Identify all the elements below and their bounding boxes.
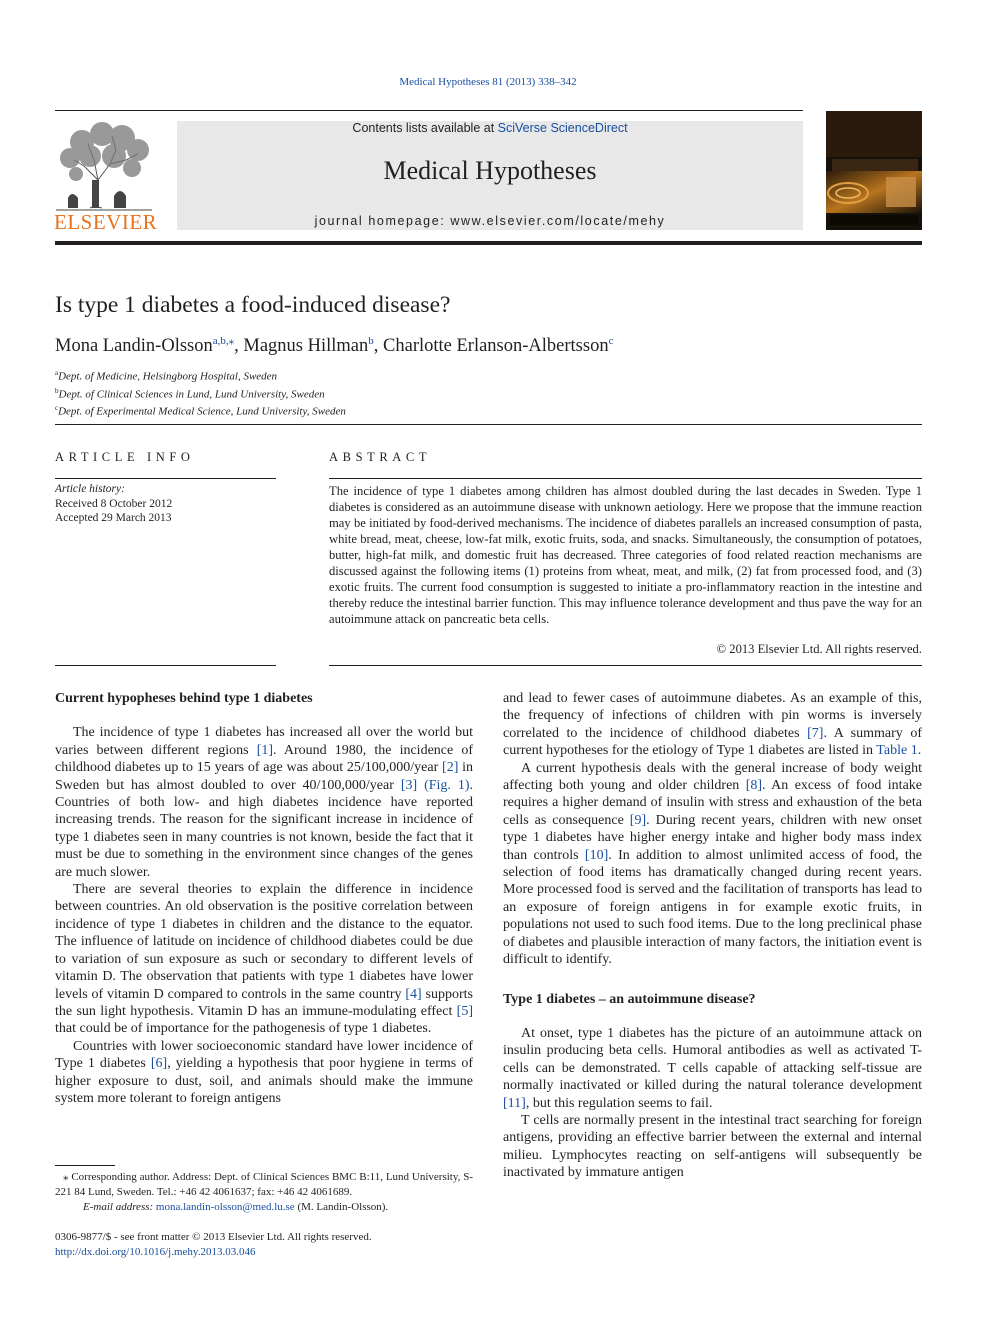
author-name[interactable]: Magnus Hillman — [243, 336, 369, 357]
reference-link[interactable]: [6] — [150, 1056, 168, 1072]
reference-link[interactable]: [1] — [256, 742, 274, 758]
body-paragraph — [55, 881, 473, 1038]
abstract-heading: ABSTRACT — [329, 450, 432, 464]
email-link[interactable]: mona.landin-olsson@med.lu.se — [155, 1201, 295, 1213]
journal-name: Medical Hypotheses — [383, 156, 597, 185]
header-thick-rule — [55, 241, 922, 245]
body-paragraph — [55, 1038, 473, 1108]
body-text: Countries with lower socioeconomic standard have lower incidence of Type 1 diabetes — [55, 1038, 473, 1072]
author-list — [55, 334, 613, 357]
body-text: in Sweden but has almost doubled to over 40/100,000/year — [55, 760, 474, 793]
cover-image — [826, 111, 922, 230]
body-text: There are several theories to explain the difference in incidence between countries. An old observation is the positive correlation between incidence of type 1 diabetes in children and the distance to the equator. The influence of latitude on incidence of childhood diabetes could be due to variation of sun exposure as such or secondary to different levels of vitamin D. The observation that patients with type 1 diabetes have lower levels of vitamin D compared to controls in the same country — [55, 882, 473, 1002]
abstract-rule — [329, 478, 922, 479]
reference-link[interactable]: [2] — [442, 760, 459, 776]
author-separator: , — [373, 336, 384, 357]
body-text: The incidence of type 1 diabetes has increased all over the world but varies between different regions — [55, 725, 473, 758]
reference-link[interactable]: [8] — [745, 778, 763, 794]
corresponding-author-footnote — [55, 1170, 473, 1215]
footnote-marker: ⁎ — [63, 1171, 69, 1183]
journal-homepage — [177, 214, 803, 228]
reference-link[interactable]: [4] — [405, 986, 422, 1002]
affiliation-text: Dept. of Medicine, Helsingborg Hospital, Sweden — [58, 370, 278, 383]
affiliation-item — [55, 384, 346, 402]
affiliation-item — [55, 366, 346, 384]
reference-link[interactable]: [11] — [503, 1095, 526, 1111]
article-title: Is type 1 diabetes a food-induced disease? — [55, 292, 451, 318]
author-affiliation-marker[interactable]: c — [608, 335, 614, 347]
received-date: Received 8 October 2012 — [55, 497, 173, 510]
article-info-bottom-rule — [55, 665, 276, 666]
section-rule — [55, 424, 922, 425]
header-rule — [55, 110, 803, 111]
body-text: . Around 1980, the incidence of childhood diabetes up to 15 years of age was about 25/100,000/year — [55, 742, 473, 776]
front-matter-meta — [55, 1230, 372, 1259]
reference-link[interactable]: (Fig. 1) — [424, 777, 470, 793]
affiliation-marker: c — [55, 404, 59, 413]
body-text: . An excess of food intake requires a higher demand of insulin with stress and exhaustion of the beta cells as consequence — [503, 778, 922, 828]
footnote-text: Corresponding author. Address: Dept. of Clinical Sciences BMC B:11, Lund University, S-221 84 Lund, Sweden. Tel.: +46 42 4061637; fax: +46 42 4061689. — [55, 1171, 473, 1198]
article-info-heading: ARTICLE INFO — [55, 450, 195, 464]
body-text: , but this regulation seems to fail. — [525, 1095, 713, 1111]
body-paragraph — [55, 724, 473, 881]
journal-citation[interactable]: Medical Hypotheses 81 (2013) 338–342 — [399, 76, 577, 88]
section-heading: Current hypopheses behind type 1 diabetes — [55, 691, 313, 706]
accepted-date: Accepted 29 March 2013 — [55, 512, 172, 524]
reference-link[interactable]: Table 1 — [876, 743, 918, 759]
affiliations — [55, 366, 346, 419]
contents-line — [177, 121, 803, 135]
abstract-copyright: © 2013 Elsevier Ltd. All rights reserved. — [716, 642, 922, 656]
abstract-bottom-rule — [329, 665, 922, 666]
affiliation-marker: a — [55, 369, 59, 377]
author-name[interactable]: Charlotte Erlanson-Albertsson — [383, 336, 609, 357]
body-text: . During recent years, children with new onset type 1 diabetes have higher energy intake and higher body mass index than controls — [503, 812, 922, 863]
body-text: and lead to fewer cases of autoimmune diabetes. As an example of this, the frequency of infections of children with pin worms is inversely correlated to the incidence of childhood diabetes — [503, 691, 922, 741]
section-heading: Type 1 diabetes – an autoimmune disease? — [503, 991, 756, 1007]
history-label: Article history: — [55, 483, 125, 495]
body-text: A current hypothesis deals with the general increase of body weight affecting both young and older children — [503, 760, 922, 794]
body-text: . A summary of current hypotheses for the etiology of Type 1 diabetes are listed in — [503, 725, 922, 759]
reference-link[interactable]: [5] — [456, 1003, 473, 1019]
author-name[interactable]: Mona Landin-Olsson — [55, 336, 213, 357]
sciencedirect-link[interactable]: SciVerse ScienceDirect — [497, 121, 628, 135]
body-paragraph — [503, 760, 922, 969]
body-text: . Countries of both low- and high diabetes incidence have reported increasing trends. The reason for the significant increase in incidence of type 1 diabetes seen in many countries is not known, beside the fact that it must be due to something in the environment since changes of the genes are much slower. — [55, 777, 473, 880]
journal-cover-thumbnail[interactable] — [826, 111, 922, 230]
body-paragraph — [503, 1112, 922, 1182]
reference-link[interactable]: [7] — [807, 725, 824, 741]
body-text: T cells are normally present in the intestinal tract searching for foreign antigens, providing an effective barrier between the external and internal milieu. Lymphocytes reacting on self-antigens will subsequently be inactivated by immature antigen — [503, 1112, 922, 1181]
issn-line: 0306-9877/$ - see front matter © 2013 Elsevier Ltd. All rights reserved. — [55, 1231, 372, 1243]
doi-link[interactable]: http://dx.doi.org/10.1016/j.mehy.2013.03.046 — [55, 1245, 256, 1258]
affiliation-text: Dept. of Experimental Medical Science, Lund University, Sweden — [58, 405, 346, 418]
body-text: . — [917, 743, 922, 759]
reference-link[interactable]: [3] — [400, 777, 418, 793]
article-info-rule — [55, 478, 276, 479]
email-suffix: (M. Landin-Olsson). — [294, 1201, 389, 1213]
author-separator: , — [234, 336, 244, 357]
body-column-right — [503, 690, 922, 1182]
reference-link[interactable]: [10] — [584, 847, 609, 863]
contents-prefix: Contents lists available at — [352, 121, 498, 135]
body-paragraph — [503, 690, 922, 760]
body-text: that could be of importance for the pathogenesis of type 1 diabetes. — [55, 1021, 432, 1037]
elsevier-wordmark: ELSEVIER — [54, 210, 158, 234]
body-text: supports the sun light hypothesis. Vitamin D has an immune-modulating effect — [55, 986, 473, 1019]
body-paragraph — [503, 1025, 922, 1112]
affiliation-marker: b — [55, 386, 59, 395]
abstract-text: The incidence of type 1 diabetes among children has almost doubled during the last decades in Sweden. Type 1 diabetes is considered as an autoimmune disease with unknown aetiology. Here we propose that the immune reaction may be initiated by food-derived mechanisms. The incidence of diabetes parallels an increased consumption of pasta, white bread, meat, cheese, low-fat milk, exotic fruits, soda, and snacks. Simultaneously, the consumption of potatoes, butter, high-fat milk, and domestic fruit has decreased. Three categories of food related reaction mechanisms are discussed against the following items (1) proteins from wheat, meat, and milk, (2) fat from processed food, and (3) exotic fruits. The current food consumption is suggested to initiate a pro-inflammatory reaction in the intestine and thereby reduce the intestinal barrier function. This may influence tolerance development and thus pave the way for an autoimmune attack on pancreatic beta cells. — [329, 484, 922, 626]
email-label: E-mail address: — [83, 1201, 154, 1213]
author-affiliation-marker[interactable]: b — [368, 335, 374, 347]
elsevier-logo[interactable] — [54, 120, 156, 232]
homepage-prefix: journal homepage: — [314, 214, 451, 228]
body-text: . In addition to almost unlimited access of food, the selection of food items has dramatically changed during recent years. More processed food is served and the facilitation of transports has lead to an exposure of foreign antigens in for example exotic fruits, in populations not used to such food items. Due to the long preclinical phase of diabetes and plausible interaction of many factors, the initiation event is difficult to identify. — [503, 847, 922, 968]
reference-link[interactable]: [9] — [629, 812, 647, 828]
body-text: At onset, type 1 diabetes has the picture of an autoimmune attack on insulin producing beta cells. Humoral antibodies as well as activated T-cells can be demonstrated. T cells capable of attacking self-tissue are normally inactivated or killed during the natural tolerance development — [503, 1025, 922, 1094]
author-affiliation-marker[interactable]: a,b,⁎ — [212, 335, 235, 347]
body-text: , yielding a hypothesis that poor hygiene in terms of higher exposure to dust, soil, and animals should make the immune system more tolerant to foreign antigens — [55, 1056, 473, 1106]
affiliation-item — [55, 401, 346, 419]
homepage-url[interactable]: www.elsevier.com/locate/mehy — [450, 214, 666, 228]
footnote-rule — [55, 1165, 115, 1166]
affiliation-text: Dept. of Clinical Sciences in Lund, Lund University, Sweden — [58, 388, 325, 401]
body-column-left — [55, 690, 473, 1107]
article-history — [55, 482, 172, 526]
